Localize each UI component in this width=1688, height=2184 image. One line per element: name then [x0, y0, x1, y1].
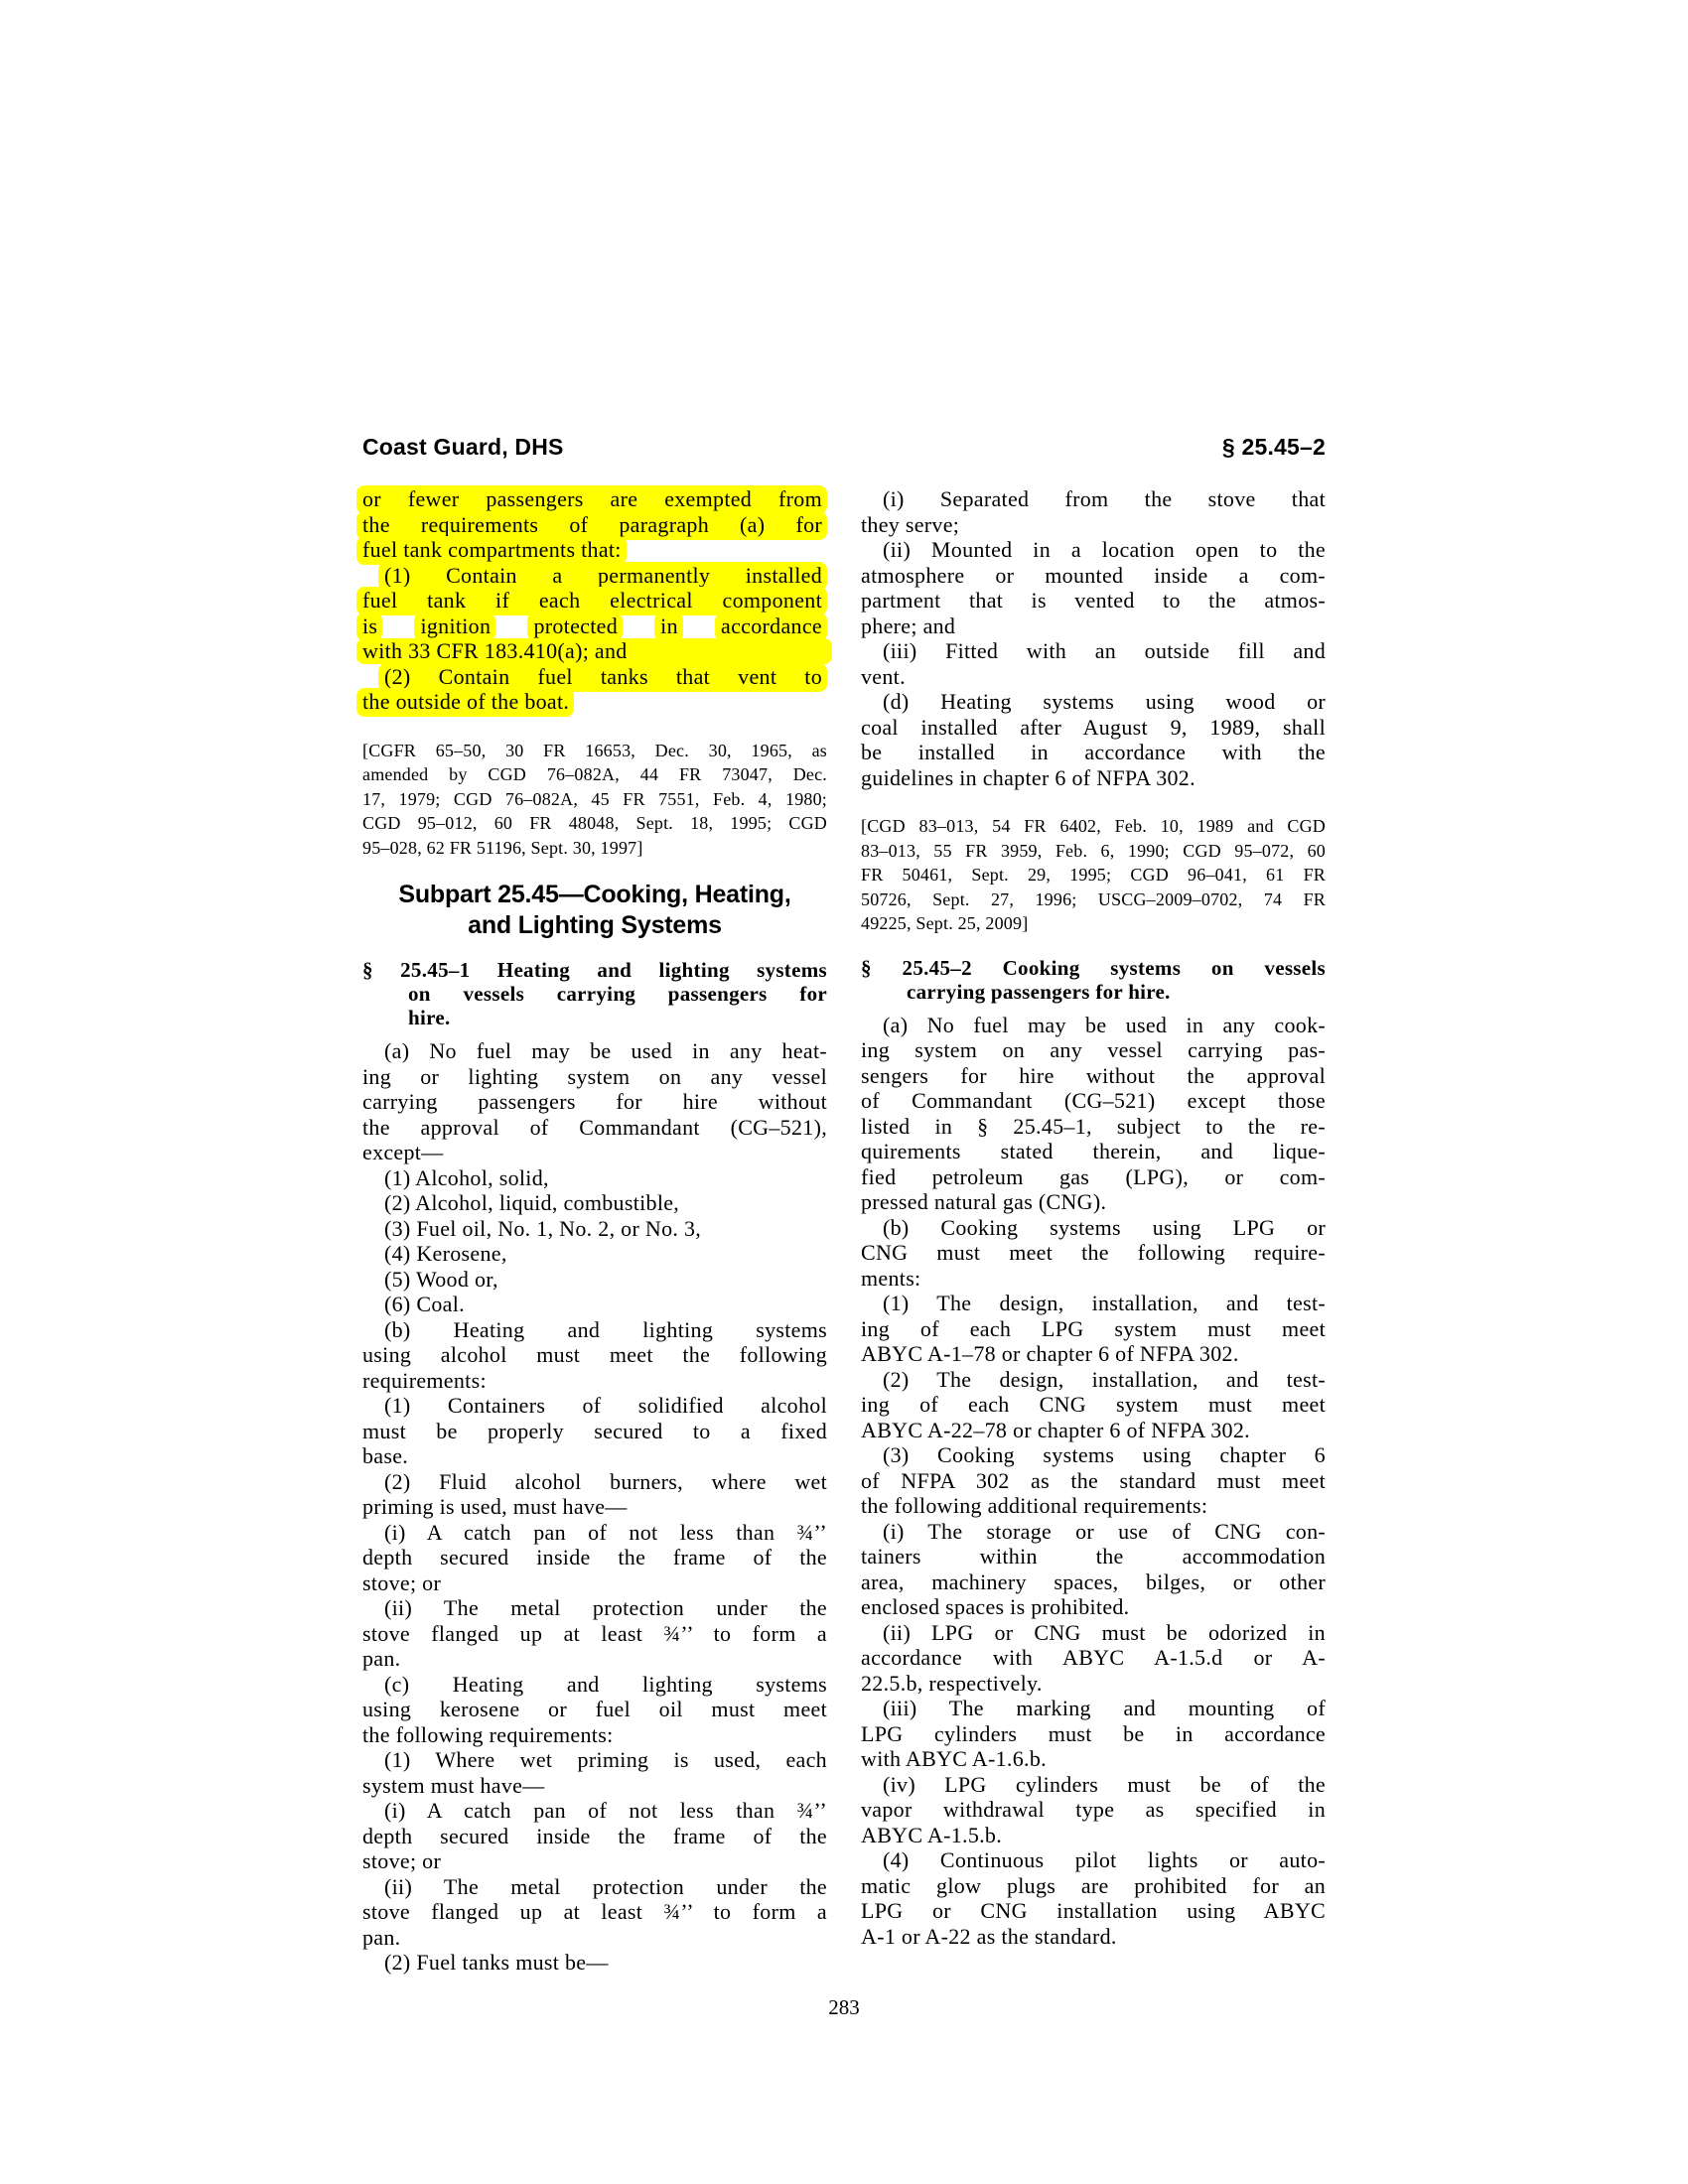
text-line: with ABYC A-1.6.b. — [861, 1746, 1047, 1771]
text-line: (iii) The marking and mounting of — [883, 1696, 1326, 1720]
text-line: using kerosene or fuel oil must meet — [362, 1697, 827, 1721]
text-line: CGD 95–012, 60 FR 48048, Sept. 18, 1995; CGD — [362, 813, 827, 833]
highlight-span: with 33 CFR 183.410(a); and — [362, 638, 628, 663]
page-number: 283 — [828, 1995, 860, 2019]
body-paragraph — [362, 1317, 827, 1394]
paragraph — [362, 1292, 827, 1317]
text-line: stove; or — [362, 1570, 442, 1595]
highlighted-paragraph — [362, 664, 827, 715]
text-line: (b) Cooking systems using LPG or — [883, 1214, 1326, 1240]
text-line: (2) Fuel tanks must be— — [384, 1950, 609, 1975]
body-paragraph — [362, 1798, 827, 1874]
paragraph — [362, 1747, 827, 1798]
paragraph — [362, 1520, 827, 1596]
text-line: [CGFR 65–50, 30 FR 16653, Dec. 30, 1965, as — [362, 740, 827, 760]
text-line: ABYC A-22–78 or chapter 6 of NFPA 302. — [861, 1417, 1250, 1442]
text-line: ABYC A-1–78 or chapter 6 of NFPA 302. — [861, 1341, 1239, 1366]
text-line: pan. — [362, 1646, 401, 1671]
highlight-word: protected — [527, 613, 623, 641]
paragraph — [362, 1874, 827, 1951]
highlighted-paragraph — [362, 486, 827, 563]
running-header — [362, 434, 1326, 460]
text-line: requirements: — [362, 1367, 487, 1393]
paragraph — [861, 1519, 1326, 1620]
body-paragraph — [362, 1241, 827, 1267]
paragraph — [362, 1469, 827, 1520]
text-line: priming is used, must have— — [362, 1494, 628, 1519]
body-paragraph — [362, 1469, 827, 1520]
text-line: (b) Heating and lighting systems — [384, 1316, 827, 1342]
text-line: hire. — [408, 1006, 451, 1029]
text-line: (a) No fuel may be used in any cook- — [883, 1012, 1326, 1037]
text-line: 17, 1979; CGD 76–082A, 45 FR 7551, Feb. 4, 1980; — [362, 788, 827, 809]
paragraph — [362, 1393, 827, 1469]
text-line — [362, 664, 827, 690]
highlight-span: (1) Contain a permanently installed — [378, 562, 827, 591]
body-paragraph — [861, 1013, 1326, 1215]
text-line: 83–013, 55 FR 3959, Feb. 6, 1990; CGD 95–072, 60 — [861, 840, 1326, 861]
text-line: stove; or — [362, 1848, 442, 1873]
amendment-citation — [861, 814, 1326, 936]
paragraph — [861, 1013, 1326, 1215]
text-line: ing of each LPG system must meet — [861, 1315, 1326, 1341]
body-paragraph — [861, 1367, 1326, 1443]
text-line: the approval of Commandant (CG–521), — [362, 1114, 827, 1140]
text-line: (a) No fuel may be used in any heat- — [384, 1038, 827, 1063]
text-line — [362, 563, 827, 589]
text-line: be installed in accordance with the — [861, 740, 1326, 764]
text-line: (4) Kerosene, — [384, 1241, 507, 1266]
text-line: coal installed after August 9, 1989, shall — [861, 714, 1326, 740]
body-paragraph — [861, 1772, 1326, 1848]
section-heading — [861, 956, 1326, 1004]
text-line: sengers for hire without the approval — [861, 1062, 1326, 1088]
highlight-word: is — [356, 613, 382, 641]
highlight-span: (2) Contain fuel tanks that vent to — [378, 663, 827, 692]
highlighted-paragraph — [362, 563, 827, 664]
body-paragraph — [861, 486, 1326, 537]
text-line: ing system on any vessel carrying pas- — [861, 1037, 1326, 1062]
paragraph — [362, 1190, 827, 1216]
text-line: of NFPA 302 as the standard must meet — [861, 1467, 1326, 1493]
text-line: ing or lighting system on any vessel — [362, 1063, 827, 1089]
highlight-word: in — [654, 613, 683, 641]
body-paragraph — [362, 1874, 827, 1951]
body-paragraph — [362, 1672, 827, 1748]
text-line: (i) A catch pan of not less than ¾’’ — [384, 1798, 827, 1823]
body-paragraph — [362, 1292, 827, 1317]
text-line: depth secured inside the frame of the — [362, 1545, 827, 1570]
text-line: (4) Continuous pilot lights or auto- — [883, 1847, 1326, 1872]
text-line: vent. — [861, 663, 906, 689]
body-paragraph — [362, 1216, 827, 1242]
highlight-word: accordance — [715, 613, 827, 641]
text-line: base. — [362, 1443, 409, 1468]
text-line: (1) Containers of solidified alcohol — [384, 1393, 827, 1418]
paragraph — [362, 1267, 827, 1293]
text-line: and Lighting Systems — [468, 911, 722, 939]
text-line: (2) Fluid alcohol burners, where wet — [384, 1468, 827, 1494]
text-line: § 25.45–1 Heating and lighting systems — [362, 958, 827, 982]
body-paragraph — [362, 1747, 827, 1798]
text-line: stove flanged up at least ¾’’ to form a — [362, 1899, 827, 1924]
text-line: carrying passengers for hire without — [362, 1089, 827, 1114]
text-line: enclosed spaces is prohibited. — [861, 1594, 1130, 1619]
text-line: LPG cylinders must be in accordance — [861, 1720, 1326, 1746]
text-line: of Commandant (CG–521) except those — [861, 1088, 1326, 1113]
text-line: (i) Separated from the stove that — [883, 486, 1326, 511]
highlight-span: or fewer passengers are exempted from — [356, 485, 827, 514]
text-line: CNG must meet the following require- — [861, 1240, 1326, 1265]
text-line: § 25.45–2 Cooking systems on vessels — [861, 955, 1326, 980]
text-line: (i) The storage or use of CNG con- — [883, 1518, 1326, 1544]
body-paragraph — [861, 1696, 1326, 1772]
text-line: must be properly secured to a fixed — [362, 1418, 827, 1443]
text-line: (d) Heating systems using wood or — [883, 689, 1326, 714]
left-column — [362, 486, 827, 1976]
paragraph — [861, 1291, 1326, 1367]
columns — [362, 486, 1326, 1976]
text-line: ABYC A-1.5.b. — [861, 1822, 1003, 1847]
text-line: (6) Coal. — [384, 1292, 465, 1316]
body-paragraph — [861, 1442, 1326, 1519]
body-paragraph — [362, 1595, 827, 1672]
highlight-span: fuel tank if each electrical component — [356, 587, 827, 615]
text-line: A-1 or A-22 as the standard. — [861, 1923, 1117, 1949]
paragraph — [861, 1620, 1326, 1697]
text-line: (3) Fuel oil, No. 1, No. 2, or No. 3, — [384, 1215, 702, 1241]
text-line: ing of each CNG system must meet — [861, 1392, 1326, 1417]
text-line: stove flanged up at least ¾’’ to form a — [362, 1620, 827, 1646]
text-line: (i) A catch pan of not less than ¾’’ — [384, 1519, 827, 1545]
text-line: 50726, Sept. 27, 1996; USCG–2009–0702, 74 FR — [861, 888, 1326, 909]
text-line: (ii) The metal protection under the — [384, 1873, 827, 1899]
paragraph — [861, 486, 1326, 537]
text-line: (ii) Mounted in a location open to the — [883, 537, 1326, 562]
text-line — [362, 614, 827, 639]
text-line: (3) Cooking systems using chapter 6 — [883, 1442, 1326, 1467]
paragraph — [362, 1798, 827, 1874]
paragraph — [362, 1672, 827, 1748]
paragraph — [362, 1317, 827, 1394]
amendment-citation — [362, 739, 827, 861]
text-line: atmosphere or mounted inside a com- — [861, 562, 1326, 588]
text-line: (5) Wood or, — [384, 1266, 498, 1292]
text-line: [CGD 83–013, 54 FR 6402, Feb. 10, 1989 and CGD — [861, 816, 1326, 836]
text-line: the following requirements: — [362, 1721, 614, 1747]
highlight-span: the outside of the boat. — [356, 688, 574, 717]
text-line: (1) The design, installation, and test- — [883, 1291, 1326, 1315]
text-line: fied petroleum gas (LPG), or com- — [861, 1163, 1326, 1189]
paragraph — [362, 1216, 827, 1242]
paragraph — [861, 1696, 1326, 1772]
text-line: 49225, Sept. 25, 2009] — [861, 913, 1029, 933]
text-line: quirements stated therein, and lique- — [861, 1139, 1326, 1163]
body-paragraph — [362, 1520, 827, 1596]
paragraph — [362, 1038, 827, 1165]
body-paragraph — [362, 1190, 827, 1216]
text-line: except— — [362, 1140, 444, 1164]
body-paragraph — [362, 1950, 827, 1976]
text-line: carrying passengers for hire. — [907, 979, 1171, 1004]
text-line: pan. — [362, 1924, 401, 1950]
body-paragraph — [362, 1393, 827, 1469]
text-line: (iii) Fitted with an outside fill and — [883, 638, 1326, 663]
paragraph — [362, 1241, 827, 1267]
highlight-word: ignition — [414, 613, 495, 641]
text-line: the following additional requirements: — [861, 1493, 1208, 1518]
text-line: LPG or CNG installation using ABYC — [861, 1898, 1326, 1923]
paragraph — [861, 1847, 1326, 1949]
text-line: matic glow plugs are prohibited for an — [861, 1872, 1326, 1898]
highlighted-passage — [362, 486, 827, 715]
text-line: (c) Heating and lighting systems — [384, 1671, 827, 1697]
paragraph — [362, 1165, 827, 1191]
text-line: they serve; — [861, 511, 960, 537]
text-line: phere; and — [861, 613, 956, 638]
body-paragraph — [861, 1291, 1326, 1367]
text-line: amended by CGD 76–082A, 44 FR 73047, Dec. — [362, 764, 827, 784]
text-line: 22.5.b, respectively. — [861, 1670, 1043, 1696]
body-paragraph — [861, 537, 1326, 638]
text-line: (ii) The metal protection under the — [384, 1595, 827, 1620]
body-paragraph — [861, 638, 1326, 689]
text-line: (1) Alcohol, solid, — [384, 1164, 549, 1190]
text-line: area, machinery spaces, bilges, or other — [861, 1569, 1326, 1594]
body-paragraph — [861, 689, 1326, 790]
text-line — [362, 537, 827, 563]
text-line: tainers within the accommodation — [861, 1544, 1326, 1569]
text-line: FR 50461, Sept. 29, 1995; CGD 96–041, 61 FR — [861, 865, 1326, 885]
text-line: (2) The design, installation, and test- — [883, 1366, 1326, 1392]
text-line: using alcohol must meet the following — [362, 1342, 827, 1367]
text-line: system must have— — [362, 1772, 545, 1798]
paragraph — [861, 1442, 1326, 1519]
text-line: guidelines in chapter 6 of NFPA 302. — [861, 764, 1196, 790]
body-paragraph — [861, 1847, 1326, 1949]
paragraph — [861, 1772, 1326, 1848]
header-left: Coast Guard, DHS — [362, 434, 564, 460]
body-paragraph — [362, 1165, 827, 1191]
text-line — [356, 638, 832, 664]
text-line: Subpart 25.45—Cooking, Heating, — [398, 881, 791, 908]
text-line: on vessels carrying passengers for — [408, 982, 827, 1006]
paragraph — [861, 638, 1326, 689]
paragraph — [861, 537, 1326, 638]
right-column — [861, 486, 1326, 1976]
text-line: (2) Alcohol, liquid, combustible, — [384, 1190, 680, 1215]
subpart-heading — [362, 880, 827, 941]
text-line: vapor withdrawal type as specified in — [861, 1797, 1326, 1822]
text-line: (iv) LPG cylinders must be of the — [883, 1771, 1326, 1797]
text-line: depth secured inside the frame of the — [362, 1823, 827, 1848]
page-content — [362, 434, 1326, 1976]
text-line: listed in § 25.45–1, subject to the re- — [861, 1113, 1326, 1139]
text-line: accordance with ABYC A-1.5.d or A- — [861, 1645, 1326, 1670]
section-heading — [362, 958, 827, 1029]
text-line — [362, 512, 827, 538]
body-paragraph — [362, 1038, 827, 1165]
text-line: (1) Where wet priming is used, each — [384, 1747, 827, 1772]
body-paragraph — [861, 1620, 1326, 1697]
paragraph — [861, 1215, 1326, 1292]
text-line — [362, 486, 827, 512]
text-line: 95–028, 62 FR 51196, Sept. 30, 1997] — [362, 837, 643, 858]
body-paragraph — [362, 1267, 827, 1293]
text-line — [362, 689, 827, 715]
text-line: ments: — [861, 1265, 921, 1291]
paragraph — [861, 1367, 1326, 1443]
body-paragraph — [861, 1519, 1326, 1620]
header-right: § 25.45–2 — [1221, 434, 1326, 460]
text-line — [362, 588, 827, 614]
text-line: (ii) LPG or CNG must be odorized in — [883, 1619, 1326, 1645]
text-line: partment that is vented to the atmos- — [861, 588, 1326, 613]
highlight-span: fuel tank compartments that: — [356, 536, 627, 565]
highlight-span: the requirements of paragraph (a) for — [356, 511, 827, 540]
paragraph — [362, 1950, 827, 1976]
body-paragraph — [861, 1215, 1326, 1292]
paragraph — [362, 1595, 827, 1672]
paragraph — [861, 689, 1326, 790]
text-line: pressed natural gas (CNG). — [861, 1189, 1107, 1214]
